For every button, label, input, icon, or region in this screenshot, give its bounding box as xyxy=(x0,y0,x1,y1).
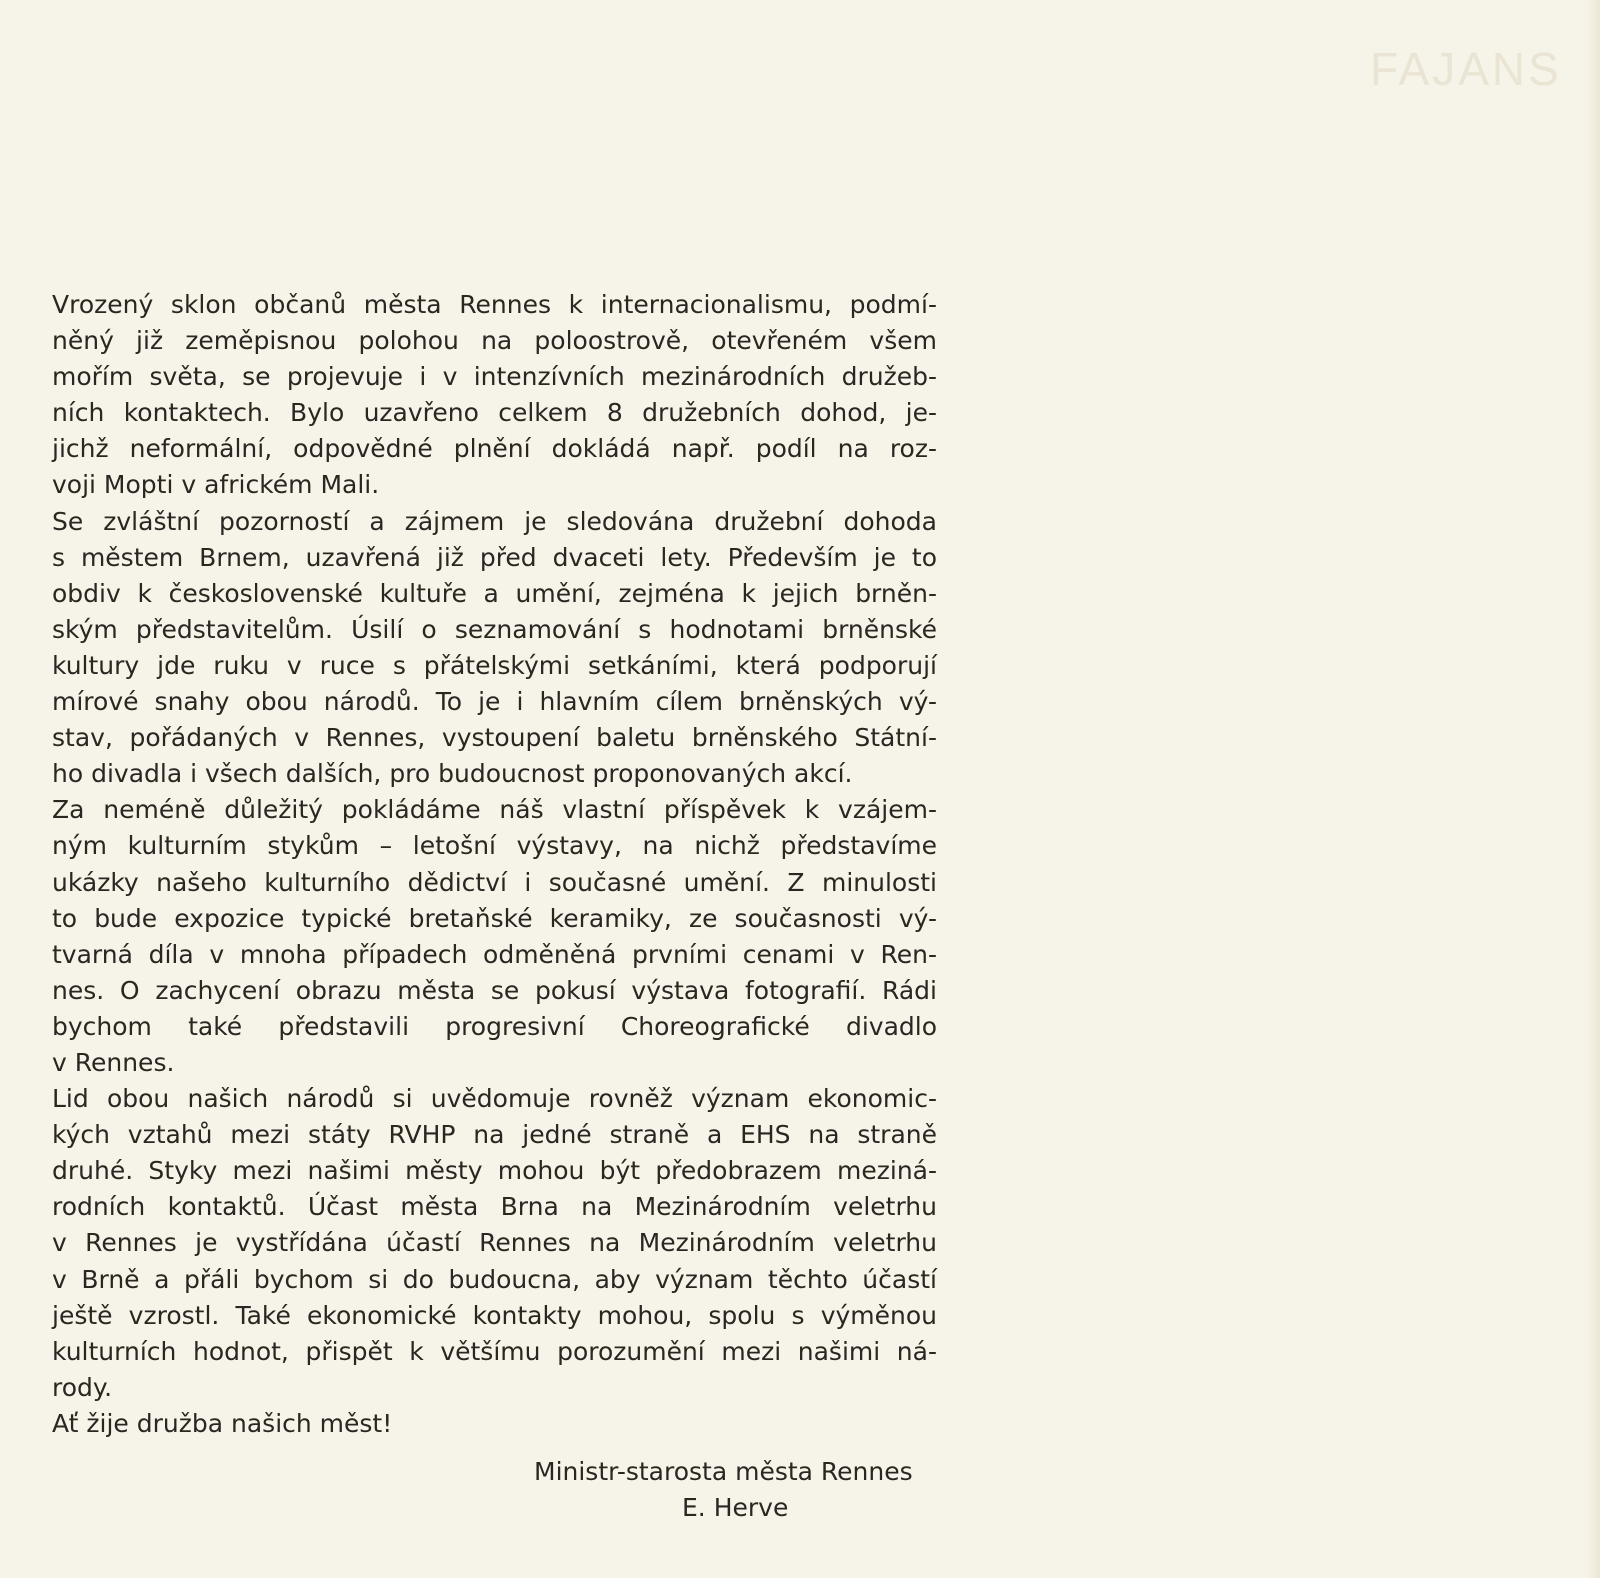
text-line: druhé. Styky mezi našimi městy mohou být předobrazem meziná- xyxy=(52,1156,937,1186)
text-line: ukázky našeho kulturního dědictví i současné umění. Z minulosti xyxy=(52,867,937,897)
article-body xyxy=(52,287,937,1442)
text-line: ještě vzrostl. Také ekonomické kontakty mohou, spolu s výměnou xyxy=(52,1300,937,1330)
text-line: bychom také představili progresivní Choreografické divadlo xyxy=(52,1011,937,1041)
text-line: ným kulturním stykům – letošní výstavy, na nichž představíme xyxy=(52,831,937,861)
text-line: stav, pořádaných v Rennes, vystoupení baletu brněnského Státní- xyxy=(52,723,937,753)
text-line: mírové snahy obou národů. To je i hlavním cílem brněnských vý- xyxy=(52,687,937,717)
text-line: voji Mopti v africkém Mali. xyxy=(52,470,380,500)
show-through-heading: FAJANS xyxy=(1370,43,1562,95)
text-line: nes. O zachycení obrazu města se pokusí výstava fotografií. Rádi xyxy=(52,975,937,1005)
page-edge xyxy=(1586,0,1600,1578)
text-line: rody. xyxy=(52,1372,113,1402)
signature-name: E. Herve xyxy=(682,1493,789,1522)
text-line: Se zvláštní pozorností a zájmem je sledována družební dohoda xyxy=(52,506,937,536)
text-line: to bude expozice typické bretaňské keramiky, ze současnosti vý- xyxy=(52,903,937,933)
text-line: kých vztahů mezi státy RVHP na jedné straně a EHS na straně xyxy=(52,1120,937,1150)
text-line: něný již zeměpisnou polohou na poloostrově, otevřeném všem xyxy=(52,326,937,356)
text-line: v Brně a přáli bychom si do budoucna, aby význam těchto účastí xyxy=(52,1264,937,1294)
text-line: ho divadla i všech dalších, pro budoucnost proponovaných akcí. xyxy=(52,759,853,789)
text-line: mořím světa, se projevuje i v intenzívních mezinárodních družeb- xyxy=(52,362,937,392)
text-line: Vrozený sklon občanů města Rennes k internacionalismu, podmí- xyxy=(52,290,937,319)
text-line: kulturních hodnot, přispět k většímu porozumění mezi našimi ná- xyxy=(52,1336,937,1366)
text-line: s městem Brnem, uzavřená již před dvaceti lety. Především je to xyxy=(52,542,937,572)
text-line: v Rennes je vystřídána účastí Rennes na Mezinárodním veletrhu xyxy=(52,1228,937,1258)
text-line: kultury jde ruku v ruce s přátelskými setkáními, která podporují xyxy=(52,650,937,680)
text-line: tvarná díla v mnoha případech odměněná prvními cenami v Ren- xyxy=(52,939,937,969)
text-line: jichž neformální, odpovědné plnění dokládá např. podíl na roz- xyxy=(52,434,937,464)
text-line: Lid obou našich národů si uvědomuje rovněž význam ekonomic- xyxy=(52,1084,937,1114)
text-line: v Rennes. xyxy=(52,1047,175,1077)
closing-line: Ať žije družba našich měst! xyxy=(52,1408,393,1438)
text-line: rodních kontaktů. Účast města Brna na Mezinárodním veletrhu xyxy=(52,1192,937,1222)
text-line: ních kontaktech. Bylo uzavřeno celkem 8 družebních dohod, je- xyxy=(52,398,937,428)
text-line: Za neméně důležitý pokládáme náš vlastní příspěvek k vzájem- xyxy=(52,795,937,825)
text-line: ským představitelům. Úsilí o seznamování s hodnotami brněnské xyxy=(52,614,937,644)
signature-role: Ministr-starosta města Rennes xyxy=(534,1457,913,1486)
text-line: obdiv k československé kultuře a umění, zejména k jejich brněn- xyxy=(52,578,937,608)
